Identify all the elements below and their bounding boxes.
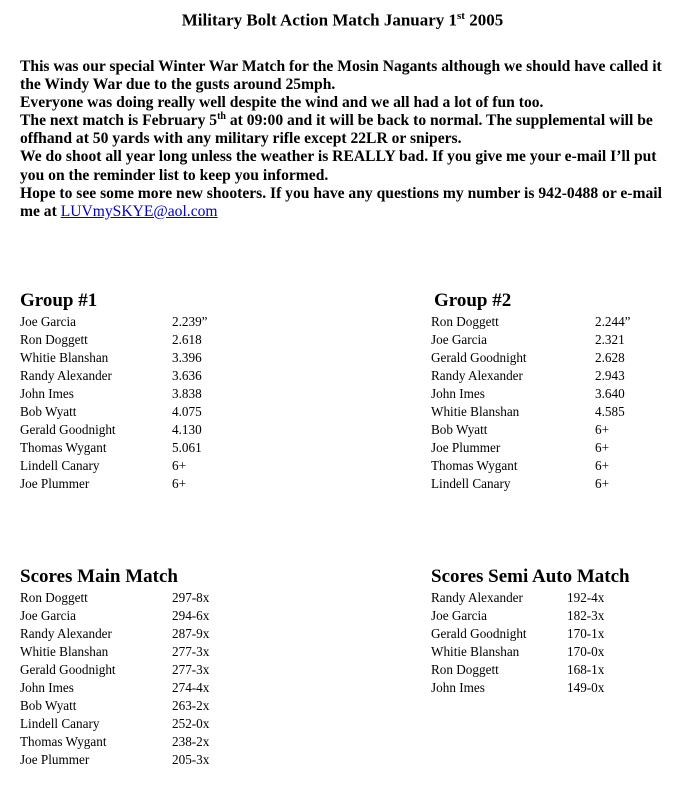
shooter-score: 274-4x: [172, 680, 210, 695]
list-item: [431, 607, 630, 625]
shooter-score: 3.838: [172, 386, 202, 401]
group-2-section: [431, 290, 631, 493]
intro-paragraph-1: This was our special Winter War Match for the Mosin Nagants although we should have called it the Windy War due to the gusts around 25mph.: [20, 58, 662, 94]
list-item: [431, 331, 631, 349]
list-item: [20, 349, 208, 367]
shooter-name: John Imes: [431, 680, 485, 695]
shooter-score: 170-1x: [567, 626, 605, 641]
intro-paragraph-4: We do shoot all year long unless the weather is REALLY bad. If you give me your e-mail I’ll put you on the reminder list to keep you informed.: [20, 148, 657, 184]
shooter-name: Lindell Canary: [431, 476, 511, 491]
main-match-list: [20, 589, 209, 769]
list-item: [431, 625, 630, 643]
title-text: Military Bolt Action Match January 1: [181, 10, 458, 30]
shooter-score: 5.061: [172, 440, 202, 455]
shooter-score: 3.636: [172, 368, 202, 383]
shooter-score: 3.640: [595, 386, 625, 401]
intro-paragraph-2: Everyone was doing really well despite the wind and we all had a lot of fun too.: [20, 94, 544, 112]
shooter-name: Gerald Goodnight: [431, 350, 527, 365]
intro-p3-start: The next match is February 5: [20, 112, 218, 130]
shooter-score: 4.585: [595, 404, 625, 419]
shooter-score: 294-6x: [172, 608, 210, 623]
shooter-name: Ron Doggett: [431, 662, 499, 677]
semi-auto-list: [431, 589, 630, 697]
group-1-list: [20, 313, 208, 493]
shooter-score: 6+: [172, 458, 187, 473]
shooter-name: Joe Garcia: [20, 314, 77, 329]
shooter-name: Thomas Wygant: [431, 458, 518, 473]
shooter-name: Joe Garcia: [431, 608, 488, 623]
list-item: [20, 697, 209, 715]
shooter-name: Ron Doggett: [431, 314, 499, 329]
list-item: [431, 679, 630, 697]
list-item: [20, 403, 208, 421]
group-1-section: [20, 290, 208, 493]
shooter-score: 205-3x: [172, 752, 210, 767]
shooter-name: Gerald Goodnight: [20, 662, 116, 677]
shooter-score: 4.075: [172, 404, 202, 419]
shooter-score: 168-1x: [567, 662, 605, 677]
shooter-name: Bob Wyatt: [20, 698, 77, 713]
list-item: [20, 607, 209, 625]
shooter-score: 6+: [595, 476, 610, 491]
shooter-name: Thomas Wygant: [20, 440, 107, 455]
shooter-score: 2.321: [595, 332, 625, 347]
shooter-name: Lindell Canary: [20, 716, 100, 731]
list-item: [431, 589, 630, 607]
shooter-name: Whitie Blanshan: [431, 404, 520, 419]
list-item: [431, 385, 631, 403]
shooter-score: 252-0x: [172, 716, 210, 731]
shooter-name: Ron Doggett: [20, 332, 88, 347]
list-item: [20, 715, 209, 733]
shooter-score: 277-3x: [172, 662, 210, 677]
list-item: [20, 385, 208, 403]
group-1-title: Group #1: [20, 290, 98, 311]
shooter-name: Whitie Blanshan: [431, 644, 520, 659]
shooter-score: 2.239”: [172, 314, 208, 329]
shooter-name: Joe Plummer: [20, 476, 90, 491]
page-title: [0, 10, 685, 31]
shooter-name: Gerald Goodnight: [431, 626, 527, 641]
list-item: [20, 475, 208, 493]
list-item: [20, 661, 209, 679]
shooter-name: Randy Alexander: [20, 626, 112, 641]
shooter-score: 149-0x: [567, 680, 605, 695]
list-item: [431, 421, 631, 439]
intro-p3-superscript: th: [217, 111, 226, 123]
shooter-name: Whitie Blanshan: [20, 350, 109, 365]
list-item: [20, 589, 209, 607]
list-item: [20, 421, 208, 439]
title-superscript: st: [457, 10, 465, 22]
shooter-score: 2.244”: [595, 314, 631, 329]
shooter-name: John Imes: [20, 386, 74, 401]
main-match-title: Scores Main Match: [20, 566, 178, 587]
shooter-score: 297-8x: [172, 590, 210, 605]
shooter-name: Lindell Canary: [20, 458, 100, 473]
shooter-name: Ron Doggett: [20, 590, 88, 605]
shooter-name: Joe Plummer: [431, 440, 501, 455]
intro-text: [20, 58, 680, 221]
list-item: [431, 661, 630, 679]
shooter-name: John Imes: [431, 386, 485, 401]
shooter-name: Bob Wyatt: [431, 422, 488, 437]
shooter-name: Joe Garcia: [431, 332, 488, 347]
shooter-name: Randy Alexander: [431, 590, 523, 605]
shooter-score: 4.130: [172, 422, 202, 437]
semi-auto-title: Scores Semi Auto Match: [431, 566, 630, 587]
list-item: [20, 679, 209, 697]
shooter-score: 287-9x: [172, 626, 210, 641]
semi-auto-section: [431, 566, 630, 697]
list-item: [431, 439, 631, 457]
list-item: [20, 457, 208, 475]
list-item: [20, 439, 208, 457]
intro-p5-text: Hope to see some more new shooters. If you have any questions my number is 942-0488 or e-mail me at: [20, 184, 662, 220]
list-item: [431, 313, 631, 331]
shooter-name: Joe Garcia: [20, 608, 77, 623]
list-item: [20, 625, 209, 643]
list-item: [431, 403, 631, 421]
shooter-name: Thomas Wygant: [20, 734, 107, 749]
shooter-score: 238-2x: [172, 734, 210, 749]
shooter-name: Whitie Blanshan: [20, 644, 109, 659]
list-item: [431, 643, 630, 661]
intro-paragraph-3: [20, 112, 680, 148]
shooter-name: Randy Alexander: [20, 368, 112, 383]
shooter-name: Bob Wyatt: [20, 404, 77, 419]
shooter-score: 263-2x: [172, 698, 210, 713]
shooter-score: 277-3x: [172, 644, 210, 659]
shooter-score: 6+: [172, 476, 187, 491]
shooter-score: 170-0x: [567, 644, 605, 659]
main-match-section: [20, 566, 209, 769]
list-item: [20, 313, 208, 331]
list-item: [431, 457, 631, 475]
group-2-list: [431, 313, 631, 493]
shooter-score: 2.618: [172, 332, 202, 347]
list-item: [431, 349, 631, 367]
intro-paragraph-5: [20, 185, 680, 221]
shooter-name: Randy Alexander: [431, 368, 523, 383]
intro-p3-end: at 09:00 and it will be back to normal. The supplemental will be offhand at 50 yards with any military rifle except 22LR or snipers.: [20, 112, 653, 148]
list-item: [20, 751, 209, 769]
list-item: [431, 475, 631, 493]
title-year: 2005: [464, 10, 504, 30]
list-item: [20, 733, 209, 751]
list-item: [431, 367, 631, 385]
list-item: [20, 331, 208, 349]
email-link[interactable]: LUVmySKYE@aol.com: [60, 202, 218, 220]
shooter-name: Gerald Goodnight: [20, 422, 116, 437]
shooter-name: Joe Plummer: [20, 752, 90, 767]
shooter-score: 182-3x: [567, 608, 605, 623]
list-item: [20, 367, 208, 385]
shooter-score: 6+: [595, 422, 610, 437]
shooter-name: John Imes: [20, 680, 74, 695]
group-2-title: Group #2: [434, 290, 512, 311]
shooter-score: 6+: [595, 440, 610, 455]
shooter-score: 192-4x: [567, 590, 605, 605]
shooter-score: 6+: [595, 458, 610, 473]
shooter-score: 2.628: [595, 350, 625, 365]
shooter-score: 3.396: [172, 350, 202, 365]
shooter-score: 2.943: [595, 368, 625, 383]
list-item: [20, 643, 209, 661]
